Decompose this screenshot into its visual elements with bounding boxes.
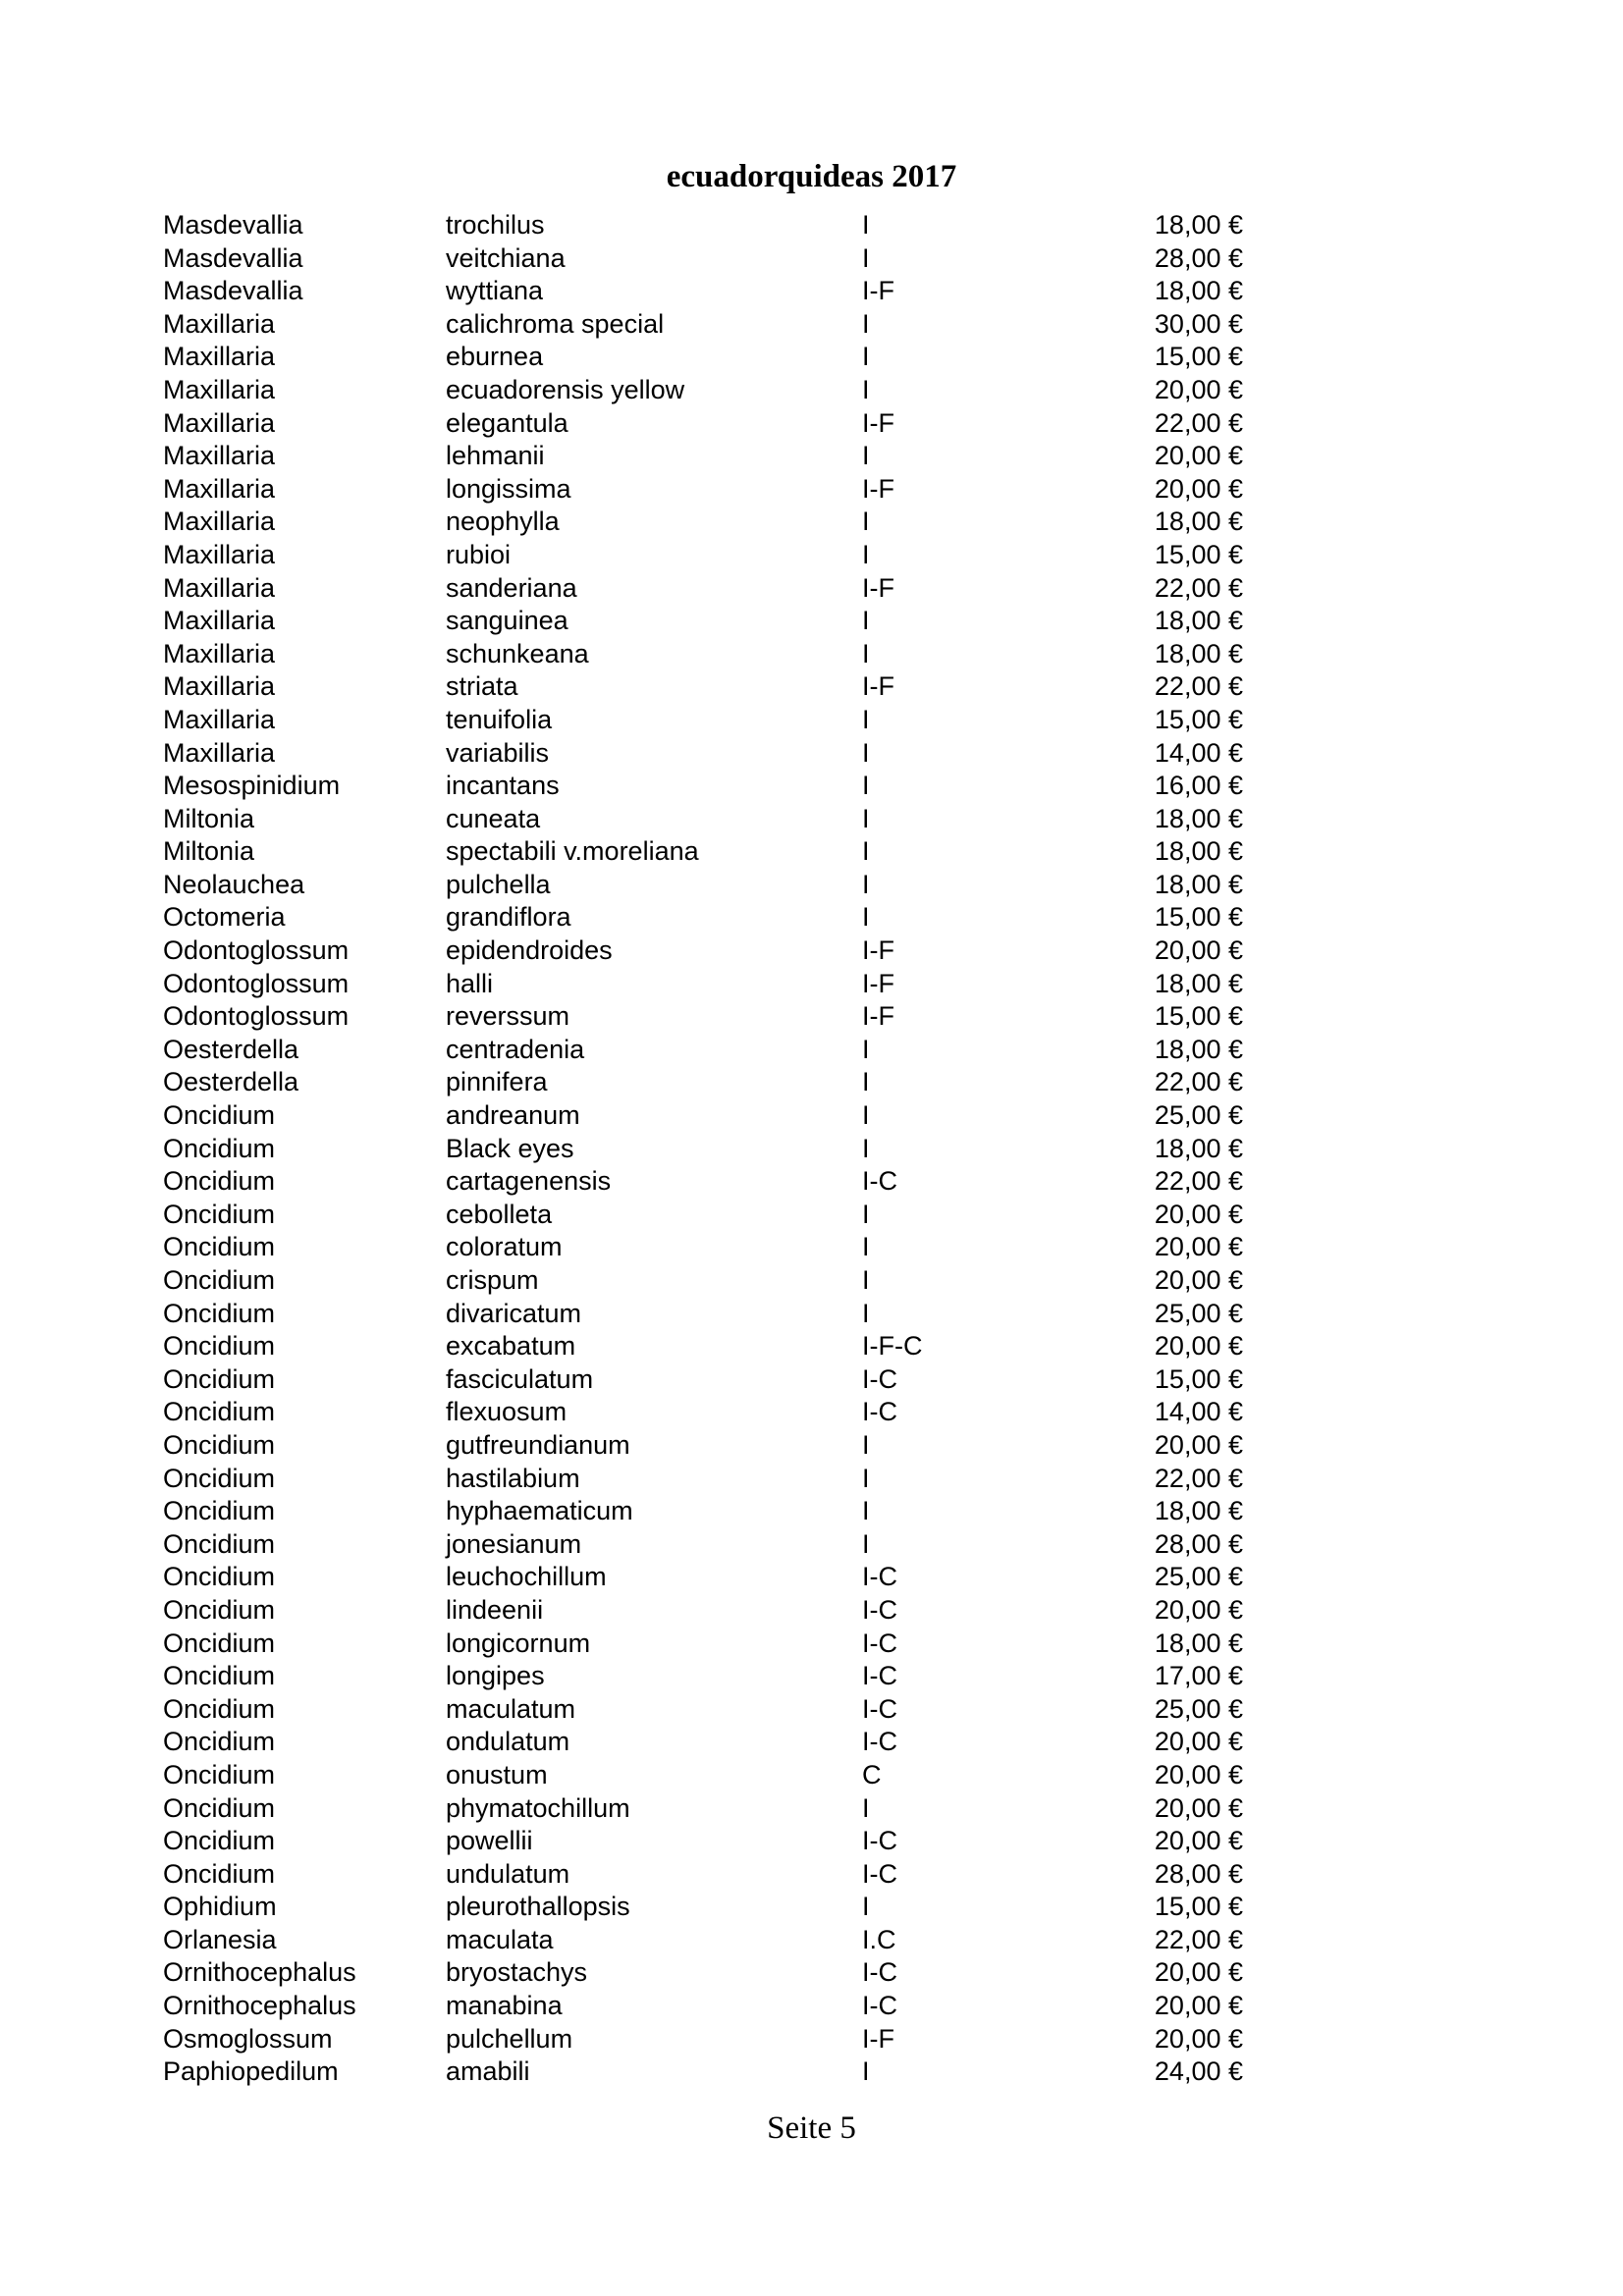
genus-cell: Maxillaria xyxy=(163,737,276,768)
genus-cell: Osmoglossum xyxy=(163,2023,333,2054)
table-row xyxy=(163,242,1243,276)
table-row xyxy=(163,1956,1243,1990)
code-cell: I xyxy=(862,2056,870,2087)
genus-cell: Maxillaria xyxy=(163,606,276,636)
species-cell: sanguinea xyxy=(446,606,568,636)
species-cell: eburnea xyxy=(446,342,544,372)
price-cell: 15,00 € xyxy=(1154,1001,1243,1032)
species-cell: excabatum xyxy=(446,1331,576,1362)
table-row xyxy=(163,1825,1243,1858)
price-cell: 15,00 € xyxy=(1154,342,1243,372)
species-cell: flexuosum xyxy=(446,1397,568,1427)
table-row xyxy=(163,506,1243,539)
table-row xyxy=(163,407,1243,441)
table-row xyxy=(163,1363,1243,1397)
price-cell: 28,00 € xyxy=(1154,1858,1243,1889)
price-cell: 18,00 € xyxy=(1154,507,1243,537)
price-cell: 25,00 € xyxy=(1154,1100,1243,1131)
price-cell: 20,00 € xyxy=(1154,1594,1243,1625)
genus-cell: Miltonia xyxy=(163,803,255,833)
genus-cell: Maxillaria xyxy=(163,572,276,603)
code-cell: I-F xyxy=(862,2023,894,2054)
price-cell: 28,00 € xyxy=(1154,242,1243,273)
price-cell: 22,00 € xyxy=(1154,1463,1243,1493)
species-cell: trochilus xyxy=(446,210,545,240)
price-cell: 15,00 € xyxy=(1154,902,1243,933)
table-row xyxy=(163,1066,1243,1099)
genus-cell: Maxillaria xyxy=(163,441,276,471)
table-row xyxy=(163,638,1243,671)
code-cell: I xyxy=(862,1067,870,1097)
genus-cell: Oncidium xyxy=(163,1199,276,1229)
price-cell: 20,00 € xyxy=(1154,441,1243,471)
code-cell: I xyxy=(862,1496,870,1526)
code-cell: I-C xyxy=(862,1727,897,1757)
price-cell: 22,00 € xyxy=(1154,1067,1243,1097)
species-cell: cebolleta xyxy=(446,1199,553,1229)
genus-cell: Oncidium xyxy=(163,1528,276,1559)
genus-cell: Masdevallia xyxy=(163,276,303,306)
price-cell: 18,00 € xyxy=(1154,210,1243,240)
code-cell: I-C xyxy=(862,1562,897,1592)
genus-cell: Masdevallia xyxy=(163,210,303,240)
species-cell: centradenia xyxy=(446,1034,585,1064)
species-cell: incantans xyxy=(446,771,560,801)
table-row xyxy=(163,968,1243,1001)
price-cell: 18,00 € xyxy=(1154,1628,1243,1658)
species-cell: grandiflora xyxy=(446,902,571,933)
code-cell: I xyxy=(862,1100,870,1131)
genus-cell: Maxillaria xyxy=(163,704,276,734)
code-cell: I-F xyxy=(862,1001,894,1032)
species-cell: phymatochillum xyxy=(446,1792,630,1823)
genus-cell: Paphiopedilum xyxy=(163,2056,339,2087)
genus-cell: Maxillaria xyxy=(163,342,276,372)
table-row xyxy=(163,770,1243,803)
genus-cell: Oncidium xyxy=(163,1693,276,1724)
species-cell: powellii xyxy=(446,1826,533,1856)
price-cell: 18,00 € xyxy=(1154,1133,1243,1163)
code-cell: I-C xyxy=(862,1991,897,2021)
species-cell: fasciculatum xyxy=(446,1363,594,1394)
price-cell: 20,00 € xyxy=(1154,374,1243,404)
code-cell: I-F xyxy=(862,935,894,966)
species-cell: cartagenensis xyxy=(446,1166,612,1197)
price-cell: 20,00 € xyxy=(1154,473,1243,504)
genus-cell: Oncidium xyxy=(163,1858,276,1889)
species-cell: calichroma special xyxy=(446,308,665,339)
species-cell: rubioi xyxy=(446,539,512,569)
code-cell: I xyxy=(862,704,870,734)
code-cell: I xyxy=(862,1232,870,1262)
table-row xyxy=(163,539,1243,572)
species-cell: neophylla xyxy=(446,507,560,537)
price-cell: 20,00 € xyxy=(1154,1759,1243,1789)
price-cell: 20,00 € xyxy=(1154,1232,1243,1262)
price-cell: 18,00 € xyxy=(1154,869,1243,899)
species-cell: leuchochillum xyxy=(446,1562,607,1592)
table-row xyxy=(163,1199,1243,1232)
code-cell: I xyxy=(862,869,870,899)
table-row xyxy=(163,835,1243,869)
price-cell: 16,00 € xyxy=(1154,771,1243,801)
genus-cell: Oncidium xyxy=(163,1496,276,1526)
price-cell: 25,00 € xyxy=(1154,1693,1243,1724)
genus-cell: Oncidium xyxy=(163,1232,276,1262)
price-cell: 22,00 € xyxy=(1154,572,1243,603)
code-cell: I-C xyxy=(862,1693,897,1724)
price-cell: 20,00 € xyxy=(1154,1331,1243,1362)
genus-cell: Odontoglossum xyxy=(163,1001,350,1032)
code-cell: I xyxy=(862,1265,870,1295)
genus-cell: Oncidium xyxy=(163,1727,276,1757)
code-cell: I xyxy=(862,1133,870,1163)
species-cell: onustum xyxy=(446,1759,548,1789)
price-cell: 20,00 € xyxy=(1154,1792,1243,1823)
genus-cell: Oncidium xyxy=(163,1661,276,1691)
code-cell: I-F xyxy=(862,671,894,702)
code-cell: I xyxy=(862,374,870,404)
code-cell: I-F xyxy=(862,473,894,504)
species-cell: pulchellum xyxy=(446,2023,573,2054)
price-cell: 14,00 € xyxy=(1154,737,1243,768)
species-cell: pleurothallopsis xyxy=(446,1892,630,1922)
species-cell: spectabili v.moreliana xyxy=(446,836,699,867)
table-row xyxy=(163,670,1243,704)
price-cell: 20,00 € xyxy=(1154,1265,1243,1295)
species-cell: divaricatum xyxy=(446,1298,582,1328)
table-row xyxy=(163,1561,1243,1594)
species-cell: gutfreundianum xyxy=(446,1429,630,1460)
species-cell: longissima xyxy=(446,473,571,504)
genus-cell: Oncidium xyxy=(163,1100,276,1131)
species-cell: jonesianum xyxy=(446,1528,582,1559)
table-row xyxy=(163,1792,1243,1826)
code-cell: I-C xyxy=(862,1397,897,1427)
genus-cell: Oncidium xyxy=(163,1265,276,1295)
species-cell: cuneata xyxy=(446,803,541,833)
genus-cell: Oncidium xyxy=(163,1463,276,1493)
table-row xyxy=(163,1429,1243,1463)
price-cell: 17,00 € xyxy=(1154,1661,1243,1691)
price-cell: 18,00 € xyxy=(1154,1496,1243,1526)
table-row xyxy=(163,440,1243,473)
genus-cell: Oncidium xyxy=(163,1298,276,1328)
page-title: ecuadorquideas 2017 xyxy=(666,159,957,194)
table-row xyxy=(163,374,1243,407)
code-cell: I xyxy=(862,342,870,372)
code-cell: I xyxy=(862,1892,870,1922)
species-cell: wyttiana xyxy=(446,276,544,306)
table-row xyxy=(163,1924,1243,1957)
genus-cell: Orlanesia xyxy=(163,1924,277,1954)
code-cell: I xyxy=(862,606,870,636)
code-cell: I-C xyxy=(862,1166,897,1197)
code-cell: I xyxy=(862,803,870,833)
genus-cell: Oesterdella xyxy=(163,1034,299,1064)
genus-cell: Maxillaria xyxy=(163,539,276,569)
price-cell: 18,00 € xyxy=(1154,606,1243,636)
species-cell: crispum xyxy=(446,1265,539,1295)
page-number: Seite 5 xyxy=(767,2110,856,2146)
species-cell: schunkeana xyxy=(446,638,589,668)
table-row xyxy=(163,209,1243,242)
genus-cell: Oncidium xyxy=(163,1759,276,1789)
table-row xyxy=(163,1000,1243,1034)
price-cell: 25,00 € xyxy=(1154,1298,1243,1328)
species-cell: reverssum xyxy=(446,1001,570,1032)
table-row xyxy=(163,1990,1243,2023)
genus-cell: Maxillaria xyxy=(163,671,276,702)
genus-cell: Maxillaria xyxy=(163,638,276,668)
table-row xyxy=(163,572,1243,606)
code-cell: I xyxy=(862,1298,870,1328)
price-cell: 28,00 € xyxy=(1154,1528,1243,1559)
price-cell: 20,00 € xyxy=(1154,1727,1243,1757)
price-cell: 20,00 € xyxy=(1154,1991,1243,2021)
genus-cell: Oncidium xyxy=(163,1826,276,1856)
table-row xyxy=(163,1594,1243,1628)
species-cell: striata xyxy=(446,671,518,702)
genus-cell: Maxillaria xyxy=(163,374,276,404)
code-cell: I-F xyxy=(862,276,894,306)
species-cell: ondulatum xyxy=(446,1727,570,1757)
price-cell: 22,00 € xyxy=(1154,671,1243,702)
price-cell: 20,00 € xyxy=(1154,1199,1243,1229)
price-cell: 18,00 € xyxy=(1154,968,1243,998)
table-row xyxy=(163,2023,1243,2056)
code-cell: I xyxy=(862,737,870,768)
price-cell: 18,00 € xyxy=(1154,803,1243,833)
table-row xyxy=(163,473,1243,507)
price-cell: 20,00 € xyxy=(1154,1826,1243,1856)
table-row xyxy=(163,1858,1243,1892)
genus-cell: Maxillaria xyxy=(163,507,276,537)
price-cell: 15,00 € xyxy=(1154,704,1243,734)
species-cell: andreanum xyxy=(446,1100,580,1131)
price-cell: 20,00 € xyxy=(1154,1429,1243,1460)
species-cell: coloratum xyxy=(446,1232,563,1262)
table-row xyxy=(163,1034,1243,1067)
table-row xyxy=(163,1330,1243,1363)
genus-cell: Ornithocephalus xyxy=(163,1991,356,2021)
table-row xyxy=(163,1133,1243,1166)
table-row xyxy=(163,704,1243,737)
code-cell: I xyxy=(862,210,870,240)
code-cell: I-F xyxy=(862,968,894,998)
genus-cell: Oncidium xyxy=(163,1594,276,1625)
genus-cell: Ornithocephalus xyxy=(163,1957,356,1988)
code-cell: I xyxy=(862,902,870,933)
code-cell: I-C xyxy=(862,1826,897,1856)
genus-cell: Octomeria xyxy=(163,902,286,933)
table-row xyxy=(163,1231,1243,1264)
genus-cell: Maxillaria xyxy=(163,407,276,438)
code-cell: I-F xyxy=(862,407,894,438)
genus-cell: Oncidium xyxy=(163,1429,276,1460)
price-cell: 18,00 € xyxy=(1154,836,1243,867)
code-cell: I xyxy=(862,242,870,273)
genus-cell: Miltonia xyxy=(163,836,255,867)
table-row xyxy=(163,1099,1243,1133)
price-cell: 22,00 € xyxy=(1154,1924,1243,1954)
code-cell: I xyxy=(862,1429,870,1460)
price-cell: 22,00 € xyxy=(1154,407,1243,438)
price-cell: 25,00 € xyxy=(1154,1562,1243,1592)
code-cell: I.C xyxy=(862,1924,896,1954)
table-row xyxy=(163,308,1243,342)
table-row xyxy=(163,934,1243,968)
genus-cell: Oncidium xyxy=(163,1363,276,1394)
genus-cell: Oncidium xyxy=(163,1331,276,1362)
species-cell: longipes xyxy=(446,1661,545,1691)
table-row xyxy=(163,1693,1243,1727)
species-cell: Black eyes xyxy=(446,1133,574,1163)
table-row xyxy=(163,1628,1243,1661)
table-row xyxy=(163,1396,1243,1429)
code-cell: I-C xyxy=(862,1363,897,1394)
price-list-table xyxy=(163,209,1243,2089)
price-cell: 22,00 € xyxy=(1154,1166,1243,1197)
species-cell: variabilis xyxy=(446,737,550,768)
genus-cell: Neolauchea xyxy=(163,869,305,899)
species-cell: ecuadorensis yellow xyxy=(446,374,685,404)
table-row xyxy=(163,2056,1243,2089)
species-cell: longicornum xyxy=(446,1628,591,1658)
code-cell: I xyxy=(862,771,870,801)
genus-cell: Oesterdella xyxy=(163,1067,299,1097)
species-cell: amabili xyxy=(446,2056,530,2087)
genus-cell: Oncidium xyxy=(163,1792,276,1823)
table-row xyxy=(163,275,1243,308)
table-row xyxy=(163,1759,1243,1792)
species-cell: manabina xyxy=(446,1991,563,2021)
table-row xyxy=(163,1463,1243,1496)
table-row xyxy=(163,1660,1243,1693)
code-cell: I xyxy=(862,308,870,339)
species-cell: pulchella xyxy=(446,869,551,899)
code-cell: I xyxy=(862,1199,870,1229)
price-cell: 15,00 € xyxy=(1154,539,1243,569)
code-cell: I-C xyxy=(862,1661,897,1691)
genus-cell: Oncidium xyxy=(163,1562,276,1592)
code-cell: I-F-C xyxy=(862,1331,923,1362)
code-cell: I-F xyxy=(862,572,894,603)
genus-cell: Masdevallia xyxy=(163,242,303,273)
code-cell: I xyxy=(862,1528,870,1559)
code-cell: I-C xyxy=(862,1957,897,1988)
table-row xyxy=(163,1726,1243,1759)
code-cell: I-C xyxy=(862,1594,897,1625)
code-cell: I xyxy=(862,638,870,668)
species-cell: sanderiana xyxy=(446,572,577,603)
table-row xyxy=(163,341,1243,374)
code-cell: I xyxy=(862,507,870,537)
species-cell: epidendroides xyxy=(446,935,613,966)
species-cell: undulatum xyxy=(446,1858,570,1889)
price-cell: 18,00 € xyxy=(1154,276,1243,306)
genus-cell: Odontoglossum xyxy=(163,968,350,998)
price-cell: 14,00 € xyxy=(1154,1397,1243,1427)
price-cell: 24,00 € xyxy=(1154,2056,1243,2087)
table-row xyxy=(163,1165,1243,1199)
species-cell: lindeenii xyxy=(446,1594,544,1625)
genus-cell: Odontoglossum xyxy=(163,935,350,966)
genus-cell: Ophidium xyxy=(163,1892,277,1922)
table-row xyxy=(163,1528,1243,1562)
species-cell: bryostachys xyxy=(446,1957,588,1988)
price-cell: 15,00 € xyxy=(1154,1892,1243,1922)
table-row xyxy=(163,869,1243,902)
price-cell: 15,00 € xyxy=(1154,1363,1243,1394)
species-cell: hastilabium xyxy=(446,1463,580,1493)
table-row xyxy=(163,803,1243,836)
genus-cell: Oncidium xyxy=(163,1166,276,1197)
species-cell: lehmanii xyxy=(446,441,545,471)
code-cell: I xyxy=(862,441,870,471)
code-cell: I xyxy=(862,1792,870,1823)
code-cell: I xyxy=(862,1034,870,1064)
species-cell: veitchiana xyxy=(446,242,566,273)
table-row xyxy=(163,737,1243,771)
genus-cell: Maxillaria xyxy=(163,308,276,339)
price-cell: 18,00 € xyxy=(1154,1034,1243,1064)
species-cell: maculatum xyxy=(446,1693,576,1724)
code-cell: I-C xyxy=(862,1858,897,1889)
genus-cell: Oncidium xyxy=(163,1397,276,1427)
genus-cell: Mesospinidium xyxy=(163,771,341,801)
genus-cell: Maxillaria xyxy=(163,473,276,504)
genus-cell: Oncidium xyxy=(163,1628,276,1658)
species-cell: maculata xyxy=(446,1924,554,1954)
price-cell: 20,00 € xyxy=(1154,935,1243,966)
species-cell: tenuifolia xyxy=(446,704,553,734)
code-cell: I xyxy=(862,1463,870,1493)
price-cell: 20,00 € xyxy=(1154,1957,1243,1988)
price-cell: 30,00 € xyxy=(1154,308,1243,339)
table-row xyxy=(163,605,1243,638)
price-cell: 18,00 € xyxy=(1154,638,1243,668)
table-row xyxy=(163,1891,1243,1924)
genus-cell: Oncidium xyxy=(163,1133,276,1163)
table-row xyxy=(163,901,1243,934)
table-row xyxy=(163,1298,1243,1331)
code-cell: I xyxy=(862,539,870,569)
species-cell: elegantula xyxy=(446,407,568,438)
code-cell: C xyxy=(862,1759,882,1789)
species-cell: pinnifera xyxy=(446,1067,548,1097)
code-cell: I-C xyxy=(862,1628,897,1658)
code-cell: I xyxy=(862,836,870,867)
species-cell: hyphaematicum xyxy=(446,1496,633,1526)
species-cell: halli xyxy=(446,968,494,998)
table-row xyxy=(163,1264,1243,1298)
price-cell: 20,00 € xyxy=(1154,2023,1243,2054)
table-row xyxy=(163,1495,1243,1528)
